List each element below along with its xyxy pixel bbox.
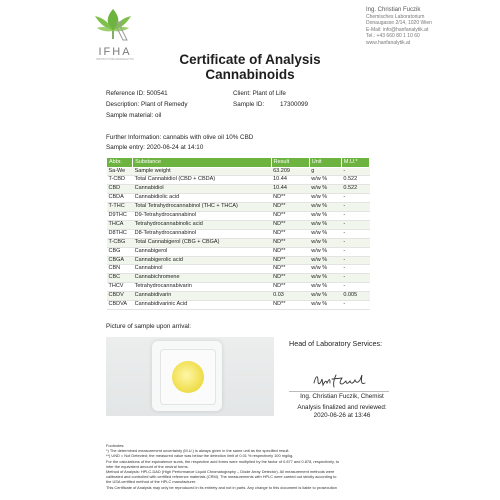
row-abbr: CBDV	[107, 292, 133, 301]
further-information: Further Information: cannabis with olive oil 10% CBD	[106, 134, 254, 141]
row-mu: -	[341, 229, 369, 238]
org-name: IFHA	[98, 46, 132, 58]
row-mu: -	[341, 265, 369, 274]
table-row	[107, 256, 370, 265]
row-abbr: CBDA	[107, 194, 133, 203]
table-row	[107, 220, 370, 229]
row-unit: w/w %	[309, 194, 341, 203]
row-result: 0.03	[271, 292, 309, 301]
row-substance: Cannabidiol	[133, 185, 272, 194]
row-substance: D9-Tetrahydrocannabinol	[133, 212, 272, 221]
row-unit: w/w %	[309, 203, 341, 212]
header-abbr: Abbr.	[107, 158, 133, 168]
table-row	[107, 283, 370, 292]
row-mu: -	[341, 283, 369, 292]
row-abbr: CBDVA	[107, 301, 133, 310]
footnote-line: **) UND = Not Detected; the measured value was below the detection limit of 0.01 % respectively 100 mg/kg.	[106, 453, 294, 459]
row-unit: w/w %	[309, 212, 341, 221]
table-row	[107, 301, 370, 310]
signature-line	[289, 391, 389, 392]
header-substance: Substance	[133, 158, 272, 168]
table-row	[107, 265, 370, 274]
footnote-line: infer the equivalent amount of the neutral forms.	[106, 463, 189, 469]
row-unit: w/w %	[309, 256, 341, 265]
finalized-block	[283, 404, 401, 420]
table-row	[107, 274, 370, 283]
row-abbr: CBGA	[107, 256, 133, 265]
table-row	[107, 185, 370, 194]
sample-photo	[106, 337, 274, 416]
row-substance: Cannabinol	[133, 265, 272, 274]
org-subtitle: INSTITUT FÜR HANFANALYTIK	[96, 58, 134, 61]
row-abbr: THCV	[107, 283, 133, 292]
lab-street: Donaugasse 2/14, 1020 Wien	[366, 20, 432, 26]
row-mu: -	[341, 274, 369, 283]
row-result: ND**	[271, 283, 309, 292]
sample-tray	[152, 341, 222, 411]
row-mu: -	[341, 203, 369, 212]
ifha-logo	[93, 6, 133, 46]
row-mu: 0.522	[341, 185, 369, 194]
row-mu: 0.522	[341, 176, 369, 185]
row-substance: Cannabigerolic acid	[133, 256, 272, 265]
row-result: ND**	[271, 238, 309, 247]
finalized-date: 2020-06-26 at 13:46	[313, 411, 371, 419]
row-substance: Tetrahydrocannabivarin	[133, 283, 272, 292]
results-body	[107, 167, 370, 310]
client: Client: Plant of Life	[233, 90, 286, 97]
row-abbr: CBD	[107, 185, 133, 194]
row-result: ND**	[271, 212, 309, 221]
row-unit: w/w %	[309, 274, 341, 283]
table-row	[107, 292, 370, 301]
row-unit: w/w %	[309, 176, 341, 185]
row-substance: Cannabidiolic acid	[133, 194, 272, 203]
sample-material: Sample material: oil	[106, 112, 162, 119]
description: Description: Plant of Remedy	[106, 101, 188, 108]
row-unit: w/w %	[309, 238, 341, 247]
sample-entry: Sample entry: 2020-06-24 at 14:10	[106, 144, 204, 151]
lab-phone: Tel.: +43 660 80 1 10 60	[366, 33, 420, 39]
row-substance: Cannabidivarin	[133, 292, 272, 301]
row-unit: w/w %	[309, 301, 341, 310]
row-result: ND**	[271, 247, 309, 256]
row-abbr: CBG	[107, 247, 133, 256]
header-result: Result	[271, 158, 309, 168]
oil-sample	[172, 361, 204, 393]
row-result: ND**	[271, 301, 309, 310]
row-result: ND**	[271, 203, 309, 212]
row-abbr: Sa-We	[107, 167, 133, 176]
table-row	[107, 229, 370, 238]
row-abbr: THCA	[107, 220, 133, 229]
results-table	[106, 157, 370, 310]
row-substance: Sample weight	[133, 167, 272, 176]
row-mu: -	[341, 256, 369, 265]
lab-department: Chemisches Laboratorium	[366, 13, 425, 20]
picture-label: Picture of sample upon arrival:	[106, 323, 192, 330]
row-mu: -	[341, 238, 369, 247]
sample-well	[160, 349, 216, 405]
sample-id-value: 17300099	[280, 101, 309, 108]
lab-website: www.hanfanalytik.at	[366, 39, 411, 46]
row-unit: w/w %	[309, 283, 341, 292]
lab-address	[366, 7, 432, 46]
row-mu: -	[341, 301, 369, 310]
signature	[312, 369, 372, 391]
row-result: ND**	[271, 229, 309, 238]
title-line-1: Certificate of Analysis	[179, 52, 321, 67]
header-unit: Unit	[309, 158, 341, 168]
footnote-line: Footnotes:	[106, 443, 125, 448]
row-substance: Cannabidivarinic Acid	[133, 301, 272, 310]
row-mu: -	[341, 194, 369, 203]
row-abbr: CBC	[107, 274, 133, 283]
row-mu: -	[341, 167, 369, 176]
footnotes	[106, 443, 406, 490]
row-substance: Cannabichromene	[133, 274, 272, 283]
row-abbr: CBN	[107, 265, 133, 274]
row-abbr: T-CBG	[107, 238, 133, 247]
header-mu: M.U.*	[341, 158, 369, 168]
table-row	[107, 194, 370, 203]
title-line-2: Cannabinoids	[205, 67, 295, 82]
row-unit: w/w %	[309, 220, 341, 229]
row-result: ND**	[271, 274, 309, 283]
row-mu: -	[341, 212, 369, 221]
row-unit: w/w %	[309, 229, 341, 238]
row-substance: Total Cannabidiol (CBD + CBDA)	[133, 176, 272, 185]
table-row	[107, 167, 370, 176]
table-row	[107, 176, 370, 185]
footnote-line: *) The determined measurement uncertainty (M.U.) is always given in the same unit as the specified result.	[106, 448, 290, 454]
footnote-line: the USA certified method of the HPLC manufacturer.	[106, 479, 197, 485]
row-mu: 0.005	[341, 292, 369, 301]
row-result: 10.44	[271, 176, 309, 185]
sample-id-label: Sample ID:	[233, 101, 265, 108]
lab-email: E-Mail: info@hanfanalytik.at	[366, 26, 429, 33]
table-row	[107, 247, 370, 256]
row-unit: w/w %	[309, 185, 341, 194]
row-unit: w/w %	[309, 247, 341, 256]
row-substance: Total Tetrahydrocannabinol (THC + THCA)	[133, 203, 272, 212]
row-result: ND**	[271, 220, 309, 229]
signer-name: Ing. Christian Fuczik, Chemist	[300, 393, 384, 400]
row-abbr: D8THC	[107, 229, 133, 238]
reference-id: Reference ID: 500541	[106, 90, 168, 97]
row-abbr: T-CBD	[107, 176, 133, 185]
row-substance: Total Cannabigerol (CBG + CBGA)	[133, 238, 272, 247]
head-of-lab-label: Head of Laboratory Services:	[289, 339, 383, 348]
footnote-line: For the calculations of the equivalence sums, the respective acid forms were multiplied by the factor of 0.877 and 0.878, respectively, to	[106, 458, 340, 464]
row-unit: w/w %	[309, 265, 341, 274]
results-header-row	[107, 158, 370, 168]
row-substance: Tetrahydrocannabinolic acid	[133, 220, 272, 229]
table-row	[107, 238, 370, 247]
page-title	[0, 52, 500, 82]
row-result: ND**	[271, 256, 309, 265]
footnote-line: Method of Analysis: HPLC-DAD (High Performance Liquid Chromatography – Diode Array Detector). All measurement methods were	[106, 469, 335, 475]
row-mu: -	[341, 247, 369, 256]
lab-name: Ing. Christian Fuczik	[366, 7, 421, 13]
row-result: 10.44	[271, 185, 309, 194]
finalized-label: Analysis finalized and reviewed:	[297, 404, 387, 411]
row-abbr: D9THC	[107, 212, 133, 221]
row-unit: g	[309, 167, 341, 176]
row-result: 63.209	[271, 167, 309, 176]
table-row	[107, 203, 370, 212]
table-row	[107, 212, 370, 221]
row-substance: Cannabigerol	[133, 247, 272, 256]
row-result: ND**	[271, 194, 309, 203]
row-unit: w/w %	[309, 292, 341, 301]
row-mu: -	[341, 220, 369, 229]
row-result: ND**	[271, 265, 309, 274]
footnote-line: calibrated and controlled with certified reference materials (CRM). The measurements with HPLC were carried out strictly according to	[106, 474, 337, 480]
row-abbr: T-THC	[107, 203, 133, 212]
footnote-line: This Certificate of Analysis may only be reproduced in its entirety and not in parts. Any change to this document is liable to prosecution	[106, 484, 337, 490]
row-substance: D8-Tetrahydrocannabinol	[133, 229, 272, 238]
